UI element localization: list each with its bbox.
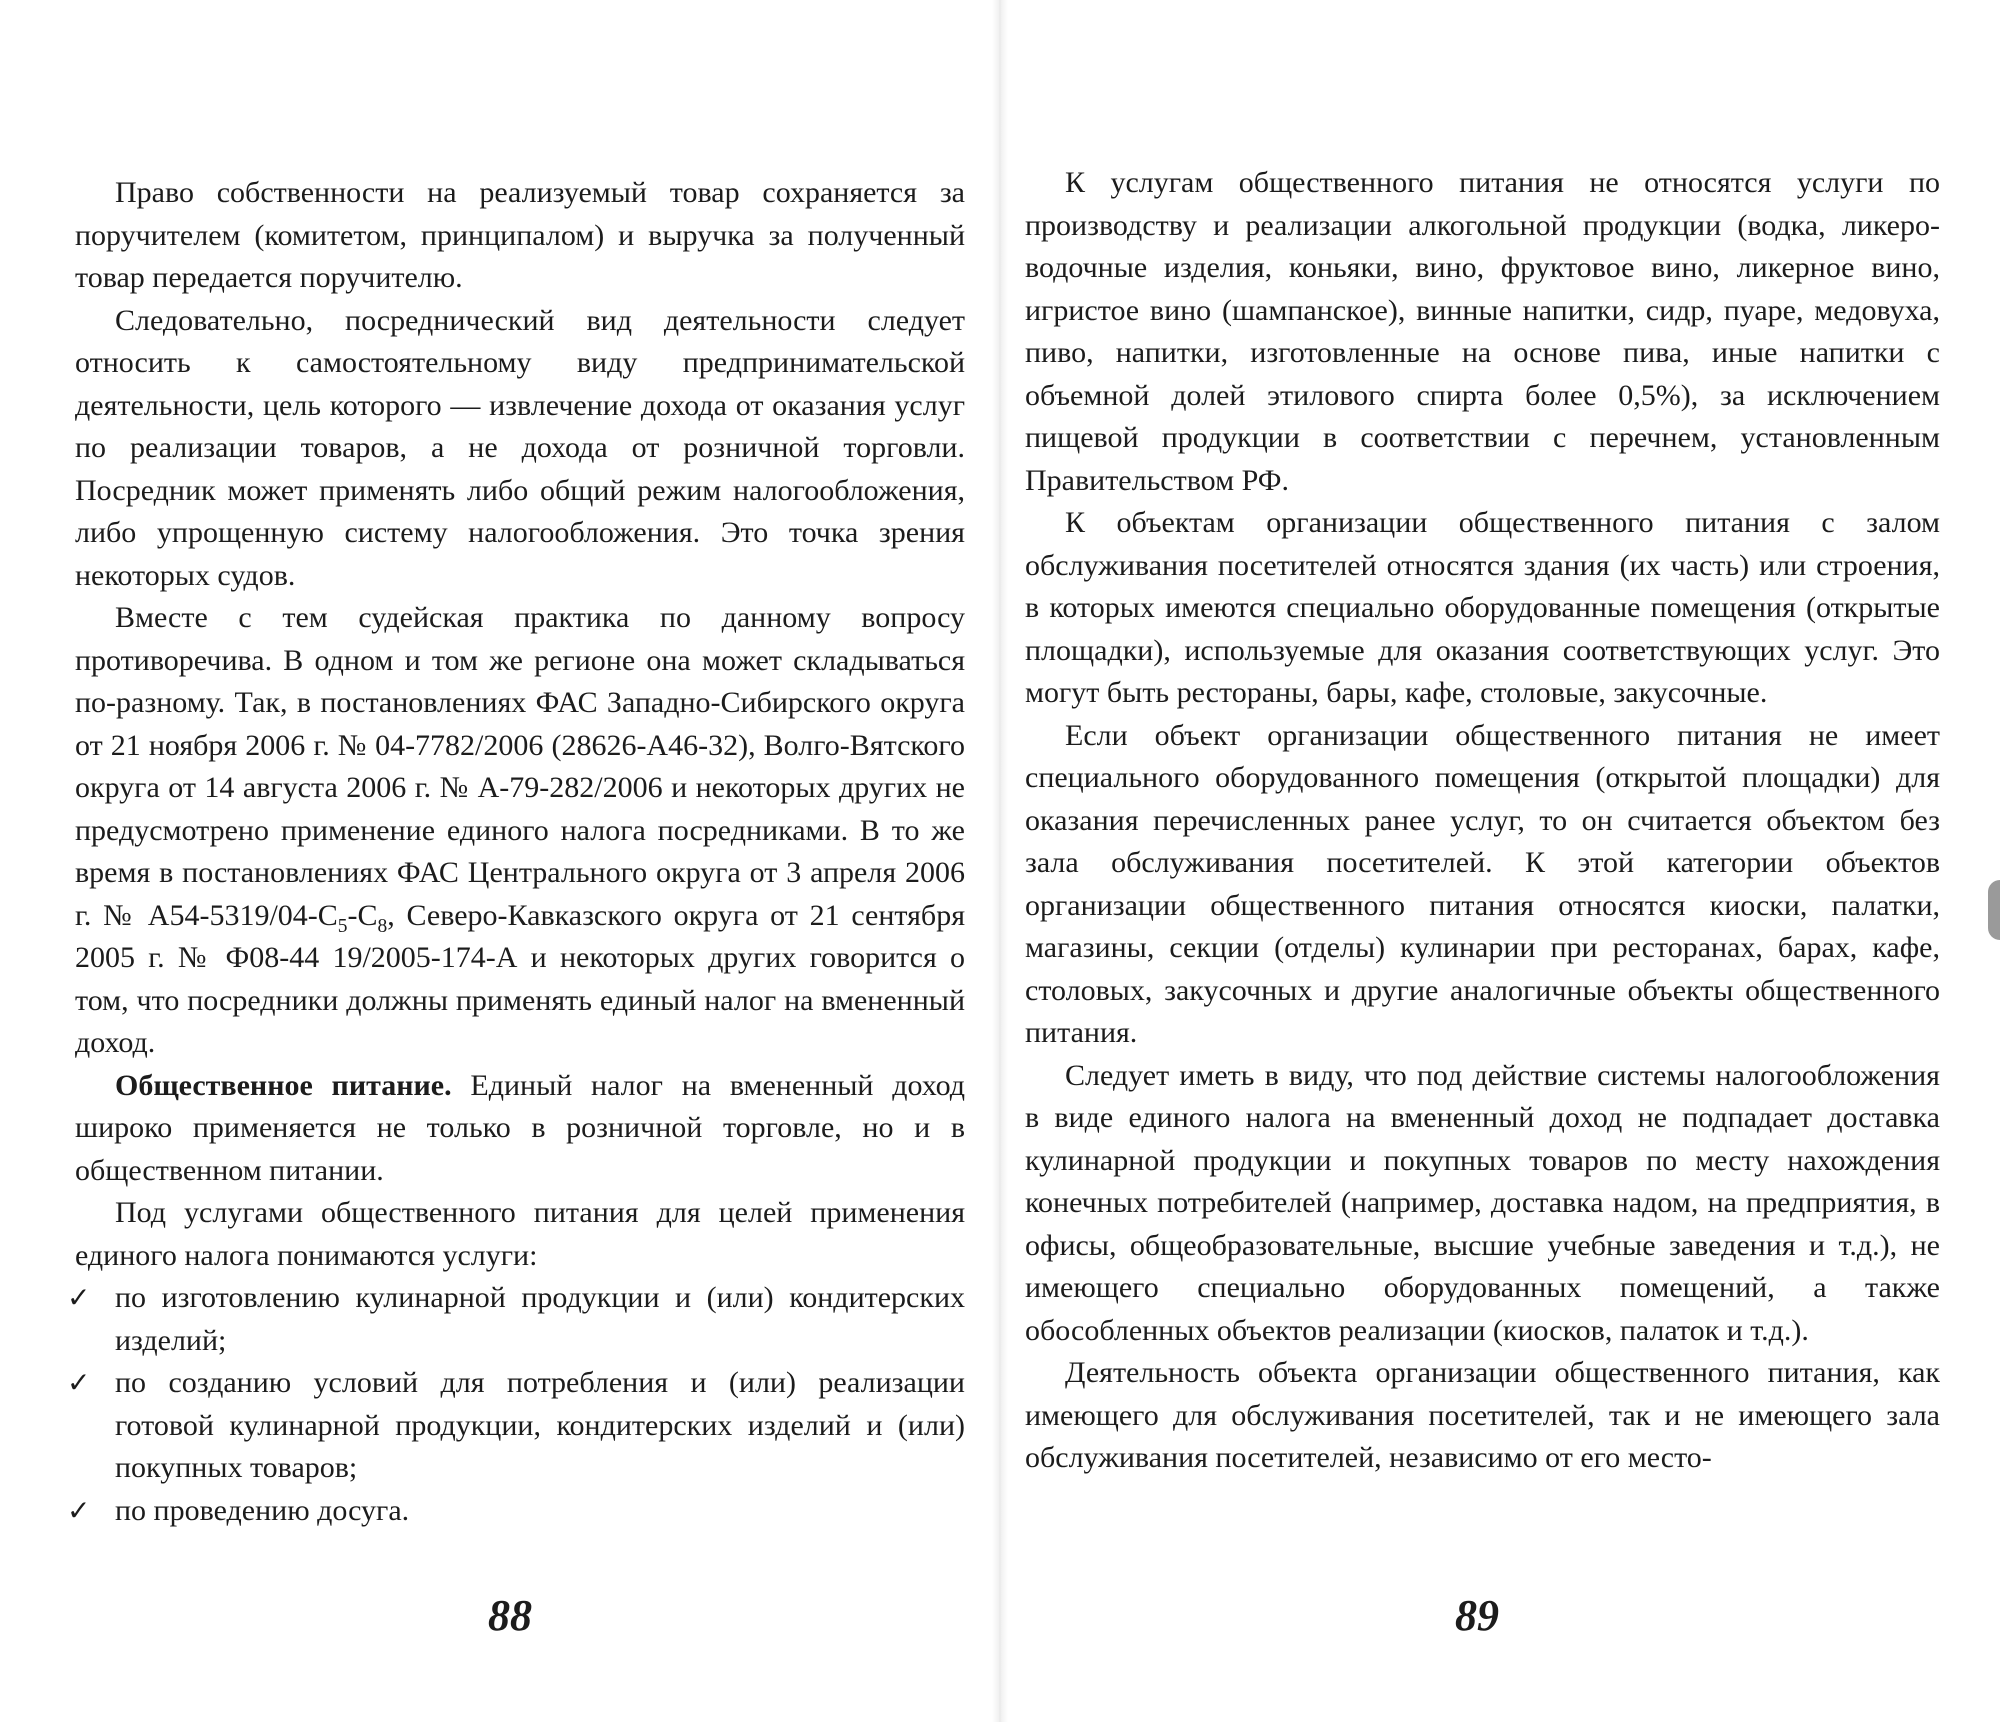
list-item-text: по изготовлению кулинарной продукции и (или) кондитерских изделий; [115,1281,965,1357]
list-item [67,1490,965,1533]
services-list [67,1277,965,1532]
paragraph [75,597,965,1065]
right-page-text [1025,162,1940,1480]
subscript: 5 [337,915,348,937]
right-page [1000,0,2000,1722]
subscript: 8 [377,915,388,937]
paragraph: Право собственности на реализуемый товар сохраняется за поручителем (комитетом, принципалом) и выручка за полученный товар передается поручителю. [75,176,965,294]
paragraph-text: -С [347,898,378,932]
paragraph [75,1065,965,1193]
paragraph-text: , Северо-Кавказского округа от 21 сентября 2005 г. № Ф08-44 19/2005-174-А и некоторых других говорится о том, что посредники должны применять единый налог на вмененный доход. [75,898,965,1059]
paragraph: Под услугами общественного питания для целей применения единого налога понимаются услуги: [75,1196,965,1272]
section-heading: Общественное питание. [115,1068,452,1102]
left-page-text [67,172,966,1532]
paragraph-text: Вместе с тем судейская практика по данному вопросу противоречива. В одном и том же регионе она может складываться по-разному. Так, в постановлениях ФАС Западно-Сибирского округа от 21 ноября 2006 г. № 04-7782/2006 (28626-А46-32), Волго-Вятского округа от 14 августа 2006 г. № А-79-282/2006 и некоторых других не предусмотрено применение единого налога посредниками. В то же время в постановлениях ФАС Центрального округа от 3 апреля 2006 г. № А54-5319/04-С [75,601,965,932]
paragraph: Следует иметь в виду, что под действие системы налогообложения в виде единого налога на вмененный доход не подпадает доставка кулинарной продукции и покупных товаров по месту нахождения конечных потребителей (например, доставка надом, на предприятия, в офисы, общеобразовательные, высшие учебные заведения и т.д.), не имеющего специально оборудованных помещений, а также обособленных объектов реализации (киосков, палаток и т.д.). [1025,1058,1940,1347]
paragraph-text: Единый налог на вмененный доход широко применяется не только в розничной торговле, но и в общественном питании. [75,1068,966,1187]
checkmark-icon: ✓ [67,1493,91,1527]
list-item [67,1362,965,1490]
checkmark-icon: ✓ [67,1281,91,1314]
page-number: 89 [1455,1591,1499,1640]
paragraph: К объектам организации общественного питания с залом обслуживания посетителей относятся здания (их часть) или строения, в которых имеются специально оборудованные помещения (открытые площадки), используемые для оказания соответствующих услуг. Это могут быть рестораны, бары, кафе, столовые, закусочные. [1025,506,1940,709]
list-item-text: по созданию условий для потребления и (или) реализации готовой кулинарной продукции, кондитерских изделий и (или) покупных товаров; [115,1366,965,1484]
checkmark-icon: ✓ [67,1366,91,1399]
page-edge-mark [1988,880,2000,940]
paragraph: Если объект организации общественного питания не имеет специального оборудованного помещения (открытой площадки) для оказания перечисленных ранее услуг, то он считается объектом без зала обслуживания посетителей. К этой категории объектов организации общественного питания относятся киоски, палатки, магазины, секции (отделы) кулинарии при ресторанах, барах, кафе, столовых, закусочных и другие аналогичные объекты общественного питания. [1025,718,1940,1049]
paragraph: К услугам общественного питания не относятся услуги по производству и реализации алкогольной продукции (водка, ликеро-водочные изделия, коньяки, вино, фруктовое вино, ликерное вино, игристое вино (шампанское), винные напитки, сидр, пуаре, медовуха, пиво, напитки, изготовленные на основе пива, иные напитки с объемной долей этилового спирта более 0,5%), за исключением пищевой продукции в соответствии с перечнем, установленным Правительством РФ. [1025,166,1940,497]
page-number: 88 [488,1591,532,1640]
list-item [67,1277,965,1362]
paragraph: Следовательно, посреднический вид деятельности следует относить к самостоятельному виду предпринимательской деятельности, цель которого — извлечение дохода от оказания услуг по реализации товаров, а не дохода от розничной торговли. Посредник может применять либо общий режим налогообложения, либо упрощенную систему налогообложения. Это точка зрения некоторых судов. [75,303,965,592]
paragraph: Деятельность объекта организации общественного питания, как имеющего для обслуживания посетителей, так и не имеющего зала обслуживания посетителей, независимо от его место- [1025,1356,1940,1474]
list-item-text: по проведению досуга. [115,1493,410,1527]
